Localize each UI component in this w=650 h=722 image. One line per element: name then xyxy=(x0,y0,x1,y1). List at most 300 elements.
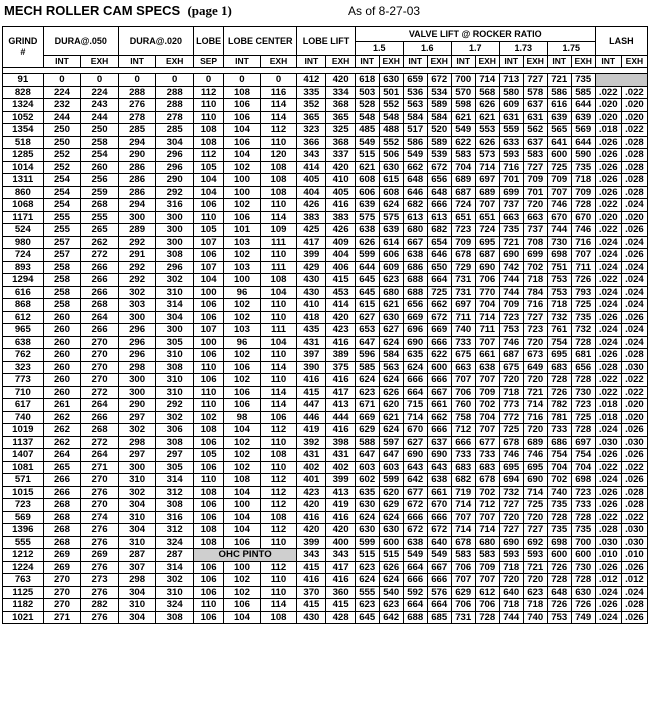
table-row xyxy=(3,611,648,624)
cell-ratio-1-75-exh: 746 xyxy=(571,224,595,237)
cell-lash-exh: .028 xyxy=(621,499,647,512)
cell-lash-exh: .024 xyxy=(621,324,647,337)
cell-ratio-1-75-exh: 630 xyxy=(571,586,595,599)
cell-grind: 828 xyxy=(3,86,44,99)
cell-dura050-int: 260 xyxy=(43,374,81,387)
cell-ratio-1-5-exh: 609 xyxy=(379,261,403,274)
cell-ratio-1-6-int: 549 xyxy=(403,149,427,162)
cell-lash-int: .026 xyxy=(595,486,621,499)
cell-ratio-1-73-int: 744 xyxy=(499,286,523,299)
cell-ratio-1-73-int: 675 xyxy=(499,361,523,374)
cell-lobe-lift-int: 410 xyxy=(297,299,326,312)
cell-lobe-center-exh: 112 xyxy=(260,486,297,499)
cell-ratio-1-73-int: 687 xyxy=(499,349,523,362)
cell-dura050-int: 260 xyxy=(43,324,81,337)
cell-ratio-1-7-exh: 711 xyxy=(475,324,499,337)
cell-lash-int: .026 xyxy=(595,349,621,362)
cell-dura050-exh: 266 xyxy=(81,261,119,274)
cell-lobe-lift-exh: 383 xyxy=(326,211,355,224)
cell-lash-int xyxy=(595,74,647,87)
cell-ratio-1-73-int: 718 xyxy=(499,386,523,399)
cell-lobe-lift-exh: 420 xyxy=(326,524,355,537)
cell-ratio-1-6-int: 677 xyxy=(403,486,427,499)
cell-dura020-int: 297 xyxy=(118,449,156,462)
cell-lash-exh: .024 xyxy=(621,199,647,212)
cell-lobe-lift-int: 366 xyxy=(297,136,326,149)
cell-ratio-1-5-exh: 630 xyxy=(379,74,403,87)
cell-ratio-1-5-exh: 624 xyxy=(379,424,403,437)
cell-grind: 740 xyxy=(3,411,44,424)
table-row xyxy=(3,261,648,274)
table-row xyxy=(3,336,648,349)
cell-lash-int: .018 xyxy=(595,124,621,137)
cell-ratio-1-73-int: 678 xyxy=(499,436,523,449)
cell-ratio-1-6-exh: 666 xyxy=(427,424,451,437)
cell-lobe-lift-exh: 423 xyxy=(326,324,355,337)
cell-lobe-center-exh: 110 xyxy=(260,249,297,262)
cell-ratio-1-75-exh: 730 xyxy=(571,386,595,399)
cell-ratio-1-75-exh: 569 xyxy=(571,124,595,137)
cell-ratio-1-5-int: 485 xyxy=(355,124,379,137)
cell-grind: 1171 xyxy=(3,211,44,224)
cell-grind: 524 xyxy=(3,224,44,237)
cell-ratio-1-75-int: 744 xyxy=(547,224,571,237)
cell-lobe-center-int: 102 xyxy=(224,161,261,174)
cell-ratio-1-75-int: 670 xyxy=(547,211,571,224)
cell-lash-exh: .024 xyxy=(621,336,647,349)
cell-dura050-exh: 256 xyxy=(81,174,119,187)
cell-lobe-center-int: 108 xyxy=(224,86,261,99)
table-row xyxy=(3,236,648,249)
cell-dura020-exh: 285 xyxy=(156,124,194,137)
subheader-dura020-exh: EXH xyxy=(156,56,194,68)
cell-ratio-1-73-int: 580 xyxy=(499,86,523,99)
cell-ratio-1-5-int: 644 xyxy=(355,261,379,274)
cell-dura020-exh: 310 xyxy=(156,386,194,399)
cell-ratio-1-7-exh: 687 xyxy=(475,249,499,262)
table-row xyxy=(3,74,648,87)
subheader-ratio-1-75-exh: EXH xyxy=(571,56,595,68)
cell-grind: 638 xyxy=(3,336,44,349)
cell-ratio-1-7-int: 666 xyxy=(451,436,475,449)
cell-ratio-1-6-int: 662 xyxy=(403,161,427,174)
cell-lobe-center-int: 108 xyxy=(224,474,261,487)
cell-ratio-1-6-exh: 670 xyxy=(427,499,451,512)
cell-ratio-1-7-int: 687 xyxy=(451,186,475,199)
cell-dura020-exh: 288 xyxy=(156,86,194,99)
cell-lash-int: .026 xyxy=(595,186,621,199)
cell-ratio-1-75-int: 781 xyxy=(547,411,571,424)
cell-ratio-1-5-exh: 552 xyxy=(379,99,403,112)
cell-ratio-1-5-int: 630 xyxy=(355,499,379,512)
cell-dura020-int: 302 xyxy=(118,286,156,299)
cell-ratio-1-7-exh: 553 xyxy=(475,124,499,137)
cell-dura020-int: 307 xyxy=(118,561,156,574)
table-row xyxy=(3,311,648,324)
cell-ratio-1-5-exh: 548 xyxy=(379,111,403,124)
cell-ratio-1-7-int: 704 xyxy=(451,161,475,174)
cell-lobe-lift-int: 383 xyxy=(297,211,326,224)
cell-lobe-sep: 108 xyxy=(193,424,223,437)
cell-lash-exh: .030 xyxy=(621,536,647,549)
cell-lobe-lift-exh: 368 xyxy=(326,136,355,149)
cell-lash-int: .026 xyxy=(595,161,621,174)
cell-lash-exh: .022 xyxy=(621,374,647,387)
cell-ratio-1-75-exh: 718 xyxy=(571,174,595,187)
cell-ratio-1-6-exh: 589 xyxy=(427,136,451,149)
cell-ratio-1-75-exh: 733 xyxy=(571,499,595,512)
cell-dura020-int: 288 xyxy=(118,86,156,99)
cell-ratio-1-73-exh: 725 xyxy=(523,499,547,512)
cell-ratio-1-6-int: 714 xyxy=(403,411,427,424)
cell-lobe-lift-exh: 406 xyxy=(326,261,355,274)
cell-lobe-center-int: 106 xyxy=(224,361,261,374)
cell-lash-int: .026 xyxy=(595,499,621,512)
cell-ratio-1-7-int: 651 xyxy=(451,211,475,224)
cell-lobe-center-exh: 112 xyxy=(260,561,297,574)
cell-dura050-exh: 266 xyxy=(81,274,119,287)
subheader-ratio-1-5-int: INT xyxy=(355,56,379,68)
cell-ratio-1-6-exh: 637 xyxy=(427,436,451,449)
cell-ratio-1-6-int: 666 xyxy=(403,574,427,587)
cell-lobe-sep: 106 xyxy=(193,374,223,387)
table-row xyxy=(3,361,648,374)
title-text: MECH ROLLER CAM SPECS xyxy=(4,3,181,18)
cell-ratio-1-6-int: 666 xyxy=(403,374,427,387)
cell-ratio-1-75-int: 782 xyxy=(547,399,571,412)
cell-ratio-1-5-int: 621 xyxy=(355,161,379,174)
cell-ratio-1-6-exh: 613 xyxy=(427,211,451,224)
cell-ratio-1-7-exh: 707 xyxy=(475,424,499,437)
cell-lobe-sep: 110 xyxy=(193,474,223,487)
cell-ratio-1-5-exh: 620 xyxy=(379,486,403,499)
cell-ratio-1-5-exh: 630 xyxy=(379,311,403,324)
cell-dura050-exh: 273 xyxy=(81,574,119,587)
cell-lobe-lift-exh: 416 xyxy=(326,374,355,387)
cell-lobe-center-int: 100 xyxy=(224,174,261,187)
cell-ratio-1-73-int: 725 xyxy=(499,424,523,437)
cell-ratio-1-6-exh: 534 xyxy=(427,86,451,99)
cell-ratio-1-75-int: 695 xyxy=(547,349,571,362)
cell-grind: 555 xyxy=(3,536,44,549)
cell-ratio-1-6-exh: 664 xyxy=(427,599,451,612)
cell-lobe-center-int: 106 xyxy=(224,99,261,112)
cell-dura050-int: 257 xyxy=(43,249,81,262)
cell-ratio-1-75-int: 698 xyxy=(547,249,571,262)
cell-lobe-center-exh: 108 xyxy=(260,161,297,174)
cell-ratio-1-7-int: 598 xyxy=(451,99,475,112)
cell-lash-int: .020 xyxy=(595,111,621,124)
cell-lash-int: .024 xyxy=(595,286,621,299)
cell-lash-exh: .020 xyxy=(621,399,647,412)
cell-lobe-sep: 110 xyxy=(193,111,223,124)
cell-ratio-1-7-int: 758 xyxy=(451,411,475,424)
cell-dura050-int: 255 xyxy=(43,211,81,224)
cell-lobe-lift-exh: 325 xyxy=(326,124,355,137)
cell-dura020-exh: 306 xyxy=(156,424,194,437)
cell-lobe-center-int: 106 xyxy=(224,211,261,224)
cell-lobe-lift-exh: 416 xyxy=(326,574,355,587)
cell-grind: 762 xyxy=(3,349,44,362)
cell-lobe-center-exh: 108 xyxy=(260,186,297,199)
cell-lobe-lift-int: 343 xyxy=(297,149,326,162)
table-row xyxy=(3,199,648,212)
cell-lobe-lift-int: 431 xyxy=(297,336,326,349)
header-ratio-1-6: 1.6 xyxy=(403,42,451,56)
cell-lobe-center-int: 100 xyxy=(224,186,261,199)
cell-lobe-sep: 0 xyxy=(193,74,223,87)
cell-ratio-1-5-exh: 620 xyxy=(379,399,403,412)
cell-lash-exh: .022 xyxy=(621,511,647,524)
cell-lobe-lift-int: 412 xyxy=(297,74,326,87)
cell-dura050-exh: 268 xyxy=(81,199,119,212)
cell-lobe-lift-exh: 414 xyxy=(326,299,355,312)
cell-ratio-1-5-exh: 552 xyxy=(379,136,403,149)
page-header xyxy=(2,3,648,21)
cell-dura020-exh: 296 xyxy=(156,261,194,274)
cell-ratio-1-5-int: 623 xyxy=(355,386,379,399)
cell-dura020-int: 304 xyxy=(118,611,156,624)
cell-ratio-1-7-exh: 683 xyxy=(475,461,499,474)
table-row xyxy=(3,436,648,449)
cell-ratio-1-7-int: 714 xyxy=(451,524,475,537)
cell-ratio-1-7-int: 712 xyxy=(451,424,475,437)
cell-ratio-1-73-int: 720 xyxy=(499,511,523,524)
cell-lobe-center-int: 102 xyxy=(224,436,261,449)
cell-dura050-exh: 262 xyxy=(81,236,119,249)
cell-ratio-1-6-int: 672 xyxy=(403,524,427,537)
cell-dura020-int: 300 xyxy=(118,386,156,399)
cell-ratio-1-73-exh: 727 xyxy=(523,524,547,537)
cell-ratio-1-6-exh: 690 xyxy=(427,449,451,462)
cell-ratio-1-6-exh: 648 xyxy=(427,186,451,199)
cell-lobe-lift-exh: 375 xyxy=(326,361,355,374)
cell-ratio-1-73-int: 695 xyxy=(499,461,523,474)
cell-ratio-1-6-int: 642 xyxy=(403,474,427,487)
cell-lash-int: .026 xyxy=(595,599,621,612)
cell-ratio-1-6-exh: 666 xyxy=(427,511,451,524)
cell-dura050-exh: 271 xyxy=(81,461,119,474)
cell-dura050-int: 254 xyxy=(43,199,81,212)
cell-lobe-lift-int: 399 xyxy=(297,536,326,549)
cell-lobe-lift-int: 415 xyxy=(297,599,326,612)
cell-lash-int: .024 xyxy=(595,324,621,337)
cell-lobe-center-int: 104 xyxy=(224,524,261,537)
cell-ratio-1-6-exh: 584 xyxy=(427,111,451,124)
cell-lash-int: .026 xyxy=(595,561,621,574)
cell-ratio-1-73-int: 631 xyxy=(499,111,523,124)
cell-dura050-exh: 270 xyxy=(81,349,119,362)
cell-lobe-lift-int: 390 xyxy=(297,361,326,374)
cell-lobe-lift-exh: 365 xyxy=(326,111,355,124)
subheader-dura050-exh: EXH xyxy=(81,56,119,68)
cell-ratio-1-5-int: 623 xyxy=(355,561,379,574)
cell-dura050-int: 260 xyxy=(43,386,81,399)
cell-dura020-exh: 324 xyxy=(156,536,194,549)
cell-dura020-exh: 314 xyxy=(156,299,194,312)
cell-ratio-1-75-exh: 735 xyxy=(571,161,595,174)
grind-label: GRIND xyxy=(8,36,38,46)
cell-lash-exh: .012 xyxy=(621,574,647,587)
cell-grind: 1294 xyxy=(3,274,44,287)
cell-ratio-1-75-exh: 754 xyxy=(571,449,595,462)
cell-ratio-1-73-exh: 702 xyxy=(523,261,547,274)
cell-ratio-1-73-int: 720 xyxy=(499,574,523,587)
cell-ratio-1-6-int: 669 xyxy=(403,311,427,324)
cell-grind: 1324 xyxy=(3,99,44,112)
cell-ratio-1-7-exh: 573 xyxy=(475,149,499,162)
cell-ratio-1-75-exh: 644 xyxy=(571,136,595,149)
cell-ratio-1-6-exh: 666 xyxy=(427,374,451,387)
cell-ratio-1-7-exh: 704 xyxy=(475,411,499,424)
header-dura-050: DURA@.050 xyxy=(43,27,118,56)
cell-dura050-exh: 268 xyxy=(81,299,119,312)
cell-dura020-int: 276 xyxy=(118,99,156,112)
cell-lash-int: .024 xyxy=(595,299,621,312)
cell-lobe-sep: 112 xyxy=(193,86,223,99)
header-dura-020: DURA@.020 xyxy=(118,27,193,56)
cell-dura050-exh: 272 xyxy=(81,249,119,262)
cell-lobe-lift-int: 446 xyxy=(297,411,326,424)
subheader-ratio-1-6-int: INT xyxy=(403,56,427,68)
cell-dura020-int: 289 xyxy=(118,224,156,237)
cell-ratio-1-5-int: 596 xyxy=(355,349,379,362)
cell-ratio-1-7-int: 663 xyxy=(451,361,475,374)
cell-lash-exh: .022 xyxy=(621,386,647,399)
cell-ratio-1-7-exh: 714 xyxy=(475,161,499,174)
cell-lobe-center-int: 100 xyxy=(224,561,261,574)
cell-dura050-exh: 268 xyxy=(81,424,119,437)
cell-grind: 1212 xyxy=(3,549,44,562)
cell-ratio-1-75-int: 600 xyxy=(547,549,571,562)
cell-lash-exh: .028 xyxy=(621,186,647,199)
cell-lobe-sep: 104 xyxy=(193,274,223,287)
cell-dura050-exh: 272 xyxy=(81,436,119,449)
cell-ratio-1-6-int: 670 xyxy=(403,424,427,437)
cell-ratio-1-73-exh: 649 xyxy=(523,361,547,374)
cell-ratio-1-7-int: 731 xyxy=(451,611,475,624)
cell-lobe-center-int: 102 xyxy=(224,299,261,312)
table-row xyxy=(3,99,648,112)
cell-dura020-int: 0 xyxy=(118,74,156,87)
cell-ratio-1-73-exh: 690 xyxy=(523,474,547,487)
cell-lobe-lift-int: 430 xyxy=(297,286,326,299)
cell-ratio-1-75-int: 702 xyxy=(547,474,571,487)
cell-ratio-1-5-int: 645 xyxy=(355,611,379,624)
cell-dura050-int: 268 xyxy=(43,499,81,512)
cell-grind: 569 xyxy=(3,511,44,524)
cell-ratio-1-6-exh: 576 xyxy=(427,586,451,599)
cell-lobe-lift-int: 401 xyxy=(297,474,326,487)
cell-lobe-lift-exh: 413 xyxy=(326,399,355,412)
cell-ratio-1-5-exh: 614 xyxy=(379,236,403,249)
cell-dura020-exh: 308 xyxy=(156,436,194,449)
cell-lobe-center-int: 104 xyxy=(224,611,261,624)
cell-ratio-1-5-int: 588 xyxy=(355,436,379,449)
cell-ratio-1-6-int: 536 xyxy=(403,86,427,99)
cell-lobe-lift-int: 423 xyxy=(297,486,326,499)
header-ratio-1-75: 1.75 xyxy=(547,42,595,56)
cell-ratio-1-75-int: 707 xyxy=(547,186,571,199)
table-row xyxy=(3,174,648,187)
cell-grind: 1224 xyxy=(3,561,44,574)
cell-ratio-1-6-exh: 661 xyxy=(427,486,451,499)
cell-dura020-exh: 308 xyxy=(156,499,194,512)
cell-lobe-lift-int: 447 xyxy=(297,399,326,412)
cell-lobe-center-int: 100 xyxy=(224,274,261,287)
cell-ratio-1-73-int: 721 xyxy=(499,236,523,249)
cell-lobe-lift-exh: 419 xyxy=(326,499,355,512)
cell-dura050-exh: 264 xyxy=(81,311,119,324)
cell-dura050-int: 260 xyxy=(43,336,81,349)
cell-lash-exh: .026 xyxy=(621,224,647,237)
cell-dura020-int: 302 xyxy=(118,486,156,499)
cell-dura020-exh: 302 xyxy=(156,574,194,587)
cell-lobe-sep: 106 xyxy=(193,311,223,324)
cell-ratio-1-6-exh: 656 xyxy=(427,174,451,187)
cell-lobe-lift-exh: 400 xyxy=(326,536,355,549)
cell-ratio-1-5-exh: 624 xyxy=(379,336,403,349)
cell-ratio-1-7-int: 621 xyxy=(451,111,475,124)
cell-dura020-exh: 300 xyxy=(156,224,194,237)
cell-ratio-1-7-int: 678 xyxy=(451,536,475,549)
cell-ratio-1-6-int: 643 xyxy=(403,461,427,474)
cell-dura020-exh: 310 xyxy=(156,586,194,599)
cell-dura020-exh: 288 xyxy=(156,99,194,112)
cell-ratio-1-5-int: 635 xyxy=(355,486,379,499)
cell-dura020-int: 291 xyxy=(118,249,156,262)
cell-ratio-1-75-int: 733 xyxy=(547,424,571,437)
header-ratio-1-73: 1.73 xyxy=(499,42,547,56)
cell-ratio-1-75-exh: 728 xyxy=(571,336,595,349)
cell-lobe-center-exh: 114 xyxy=(260,386,297,399)
cell-lobe-center-exh: 114 xyxy=(260,361,297,374)
cell-dura020-exh: 287 xyxy=(156,549,194,562)
cell-ratio-1-75-int: 709 xyxy=(547,174,571,187)
cell-dura020-exh: 310 xyxy=(156,286,194,299)
cell-ratio-1-75-exh: 600 xyxy=(571,549,595,562)
cell-dura020-int: 286 xyxy=(118,161,156,174)
cell-grind: 612 xyxy=(3,311,44,324)
cell-dura020-exh: 310 xyxy=(156,374,194,387)
cell-lobe-center-int: 102 xyxy=(224,461,261,474)
cell-ratio-1-7-int: 700 xyxy=(451,74,475,87)
cell-lash-exh: .010 xyxy=(621,549,647,562)
cell-lobe-sep: 112 xyxy=(193,149,223,162)
cell-lobe-lift-exh: 415 xyxy=(326,274,355,287)
cell-dura050-int: 250 xyxy=(43,124,81,137)
cell-lash-int: .022 xyxy=(595,199,621,212)
cell-dura050-exh: 276 xyxy=(81,611,119,624)
cell-lobe-lift-exh: 415 xyxy=(326,599,355,612)
cell-lash-exh: .026 xyxy=(621,449,647,462)
cell-lash-int: .026 xyxy=(595,449,621,462)
cell-ratio-1-73-int: 690 xyxy=(499,536,523,549)
cell-dura020-exh: 312 xyxy=(156,486,194,499)
cell-ratio-1-75-exh: 726 xyxy=(571,274,595,287)
cell-lash-int: .018 xyxy=(595,411,621,424)
cell-ratio-1-5-int: 669 xyxy=(355,411,379,424)
cell-ratio-1-73-int: 593 xyxy=(499,149,523,162)
cell-ratio-1-5-exh: 599 xyxy=(379,474,403,487)
cell-ratio-1-75-exh: 728 xyxy=(571,374,595,387)
subheader-ratio-1-73-int: INT xyxy=(499,56,523,68)
cell-lobe-lift-exh: 405 xyxy=(326,186,355,199)
cell-ratio-1-7-int: 707 xyxy=(451,574,475,587)
table-row xyxy=(3,399,648,412)
cell-lobe-center-exh: 110 xyxy=(260,536,297,549)
cell-dura050-int: 257 xyxy=(43,236,81,249)
